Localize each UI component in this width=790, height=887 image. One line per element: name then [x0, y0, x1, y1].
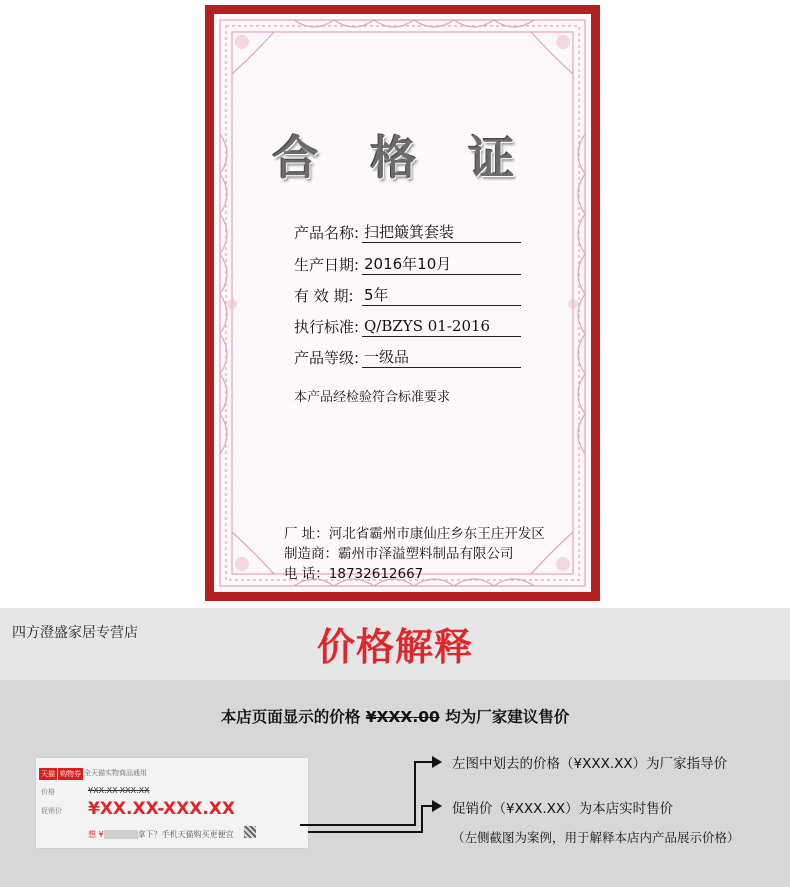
subtitle-pre: 本店页面显示的价格: [220, 708, 366, 726]
field-value: 5年: [362, 285, 521, 306]
manufacturer-name: 制造商：霸州市泽溢塑料制品有限公司: [284, 546, 514, 562]
coupon-tag: 购物券: [60, 770, 81, 778]
price-label: 价格: [41, 788, 55, 796]
field-label: 产品等级:: [294, 349, 360, 367]
field-label: 产品名称:: [294, 224, 360, 242]
field-label: 有 效 期:: [294, 287, 354, 305]
field-value: 一级品: [362, 347, 521, 368]
explanation-list-price: 左图中划去的价格（¥XXX.XX）为厂家指导价: [452, 756, 728, 772]
promo-prefix: 想 ¥: [88, 830, 104, 839]
field-value: 扫把簸箕套装: [362, 222, 521, 243]
coupon-text: 全天猫实物商品通用: [84, 769, 147, 777]
banner-title: 价格解释: [316, 625, 473, 669]
explanation-note: （左侧截图为案例，用于解释本店内产品展示价格）: [452, 830, 740, 845]
field-label: 执行标准:: [294, 318, 360, 336]
field-label: 生产日期:: [294, 256, 360, 274]
explanation-promo-price: 促销价（¥XXX.XX）为本店实时售价: [452, 801, 674, 817]
promo-suffix: 拿下？手机天猫购买更便宜: [137, 830, 234, 839]
promo-value: ¥XX.XX-XXX.XX: [88, 799, 235, 819]
subtitle-post: 均为厂家建议售价: [439, 708, 570, 726]
conformity-statement: 本产品经检验符合标准要求: [294, 390, 451, 405]
certificate-title: 合 格 证: [272, 131, 533, 185]
field-value: Q/BZYS 01-2016: [362, 316, 521, 337]
subtitle-price: ¥XXX.00: [365, 708, 440, 726]
store-name: 四方澄盛家居专营店: [12, 625, 138, 641]
tmall-tag: 天猫: [41, 770, 55, 778]
promo-label: 促销价: [41, 807, 62, 815]
factory-address: 厂 址：河北省霸州市康仙庄乡东王庄开发区: [284, 526, 545, 542]
price-value: ¥XX.XX-XXX.XX: [88, 786, 150, 795]
field-value: 2016年10月: [362, 254, 521, 275]
phone-number: 电 话：18732612667: [284, 566, 424, 582]
